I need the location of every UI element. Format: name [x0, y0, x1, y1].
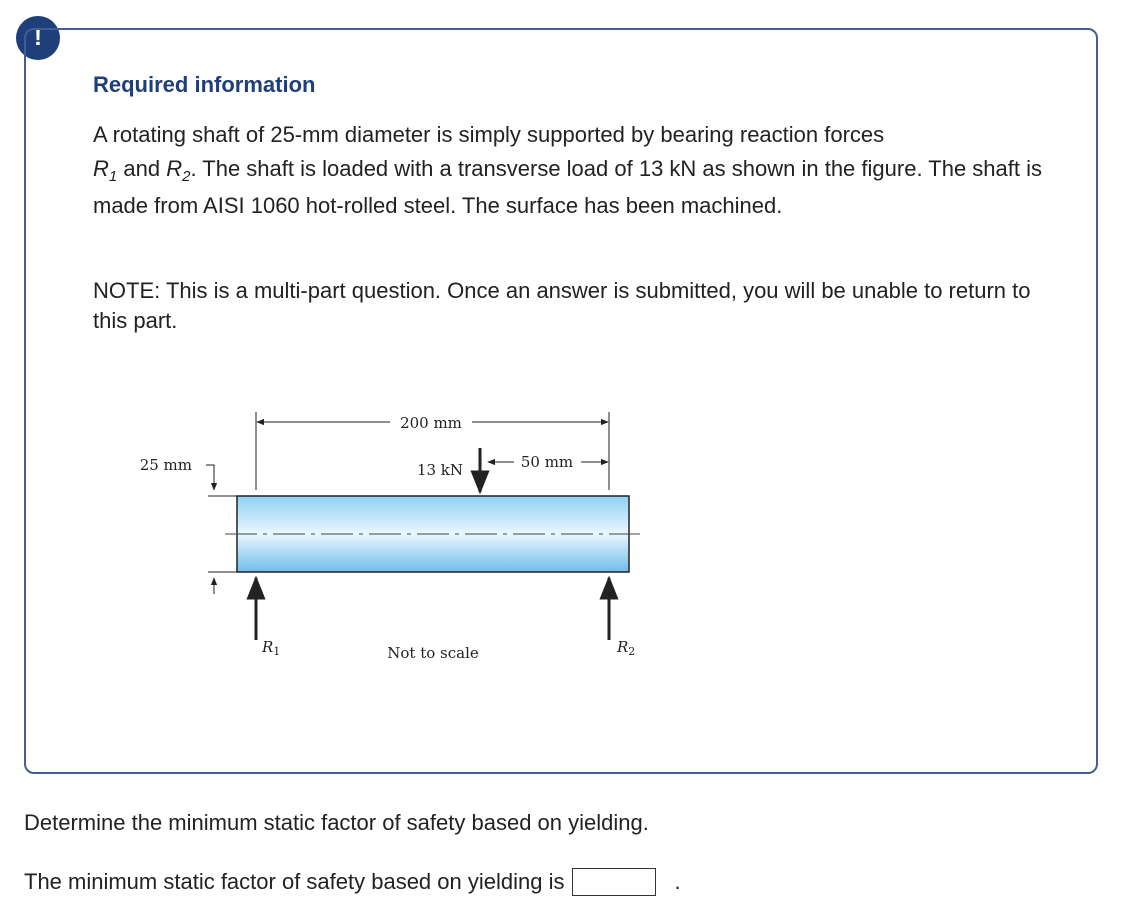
- r1-subscript: 1: [108, 168, 118, 185]
- statement-part2: . The shaft is loaded with a transverse load of 13 kN as shown in the figure. The shaft is made from AISI 1060 hot-rolled steel. The surface has been machined.: [93, 156, 1042, 218]
- question-text: Determine the minimum static factor of safety based on yielding.: [24, 810, 649, 835]
- card-title: Required information: [93, 72, 316, 97]
- diameter-leader: [206, 465, 214, 490]
- r1-label: [261, 638, 280, 658]
- dim-offset-label: 50 mm: [520, 453, 574, 471]
- diameter-label: 25 mm: [139, 456, 192, 474]
- r1-label-letter: R: [262, 638, 274, 656]
- r1-symbol: R: [93, 156, 109, 181]
- answer-suffix: .: [674, 869, 681, 894]
- r2-symbol: R: [166, 156, 183, 181]
- problem-statement: [93, 118, 1053, 223]
- answer-line: [24, 868, 681, 896]
- r2-label-letter: R: [617, 638, 629, 656]
- alert-icon: !: [16, 16, 60, 60]
- r2-subscript: 2: [182, 168, 191, 185]
- r1-label-subscript: 1: [273, 645, 281, 658]
- statement-part1: A rotating shaft of 25-mm diameter is simply supported by bearing reaction forces: [93, 122, 885, 147]
- load-label: 13 kN: [416, 461, 464, 479]
- and-word: and: [123, 156, 161, 181]
- r2-label-subscript: 2: [628, 645, 636, 658]
- scale-note: Not to scale: [387, 644, 479, 662]
- answer-input[interactable]: [572, 868, 656, 896]
- answer-prefix: The minimum static factor of safety based on yielding is: [24, 869, 565, 894]
- multi-part-note: NOTE: This is a multi-part question. Once an answer is submitted, you will be unable to return to this part.: [93, 278, 1031, 333]
- dim-total-label: 200 mm: [400, 414, 462, 432]
- r2-label: [616, 638, 635, 658]
- shaft-figure: [120, 390, 660, 680]
